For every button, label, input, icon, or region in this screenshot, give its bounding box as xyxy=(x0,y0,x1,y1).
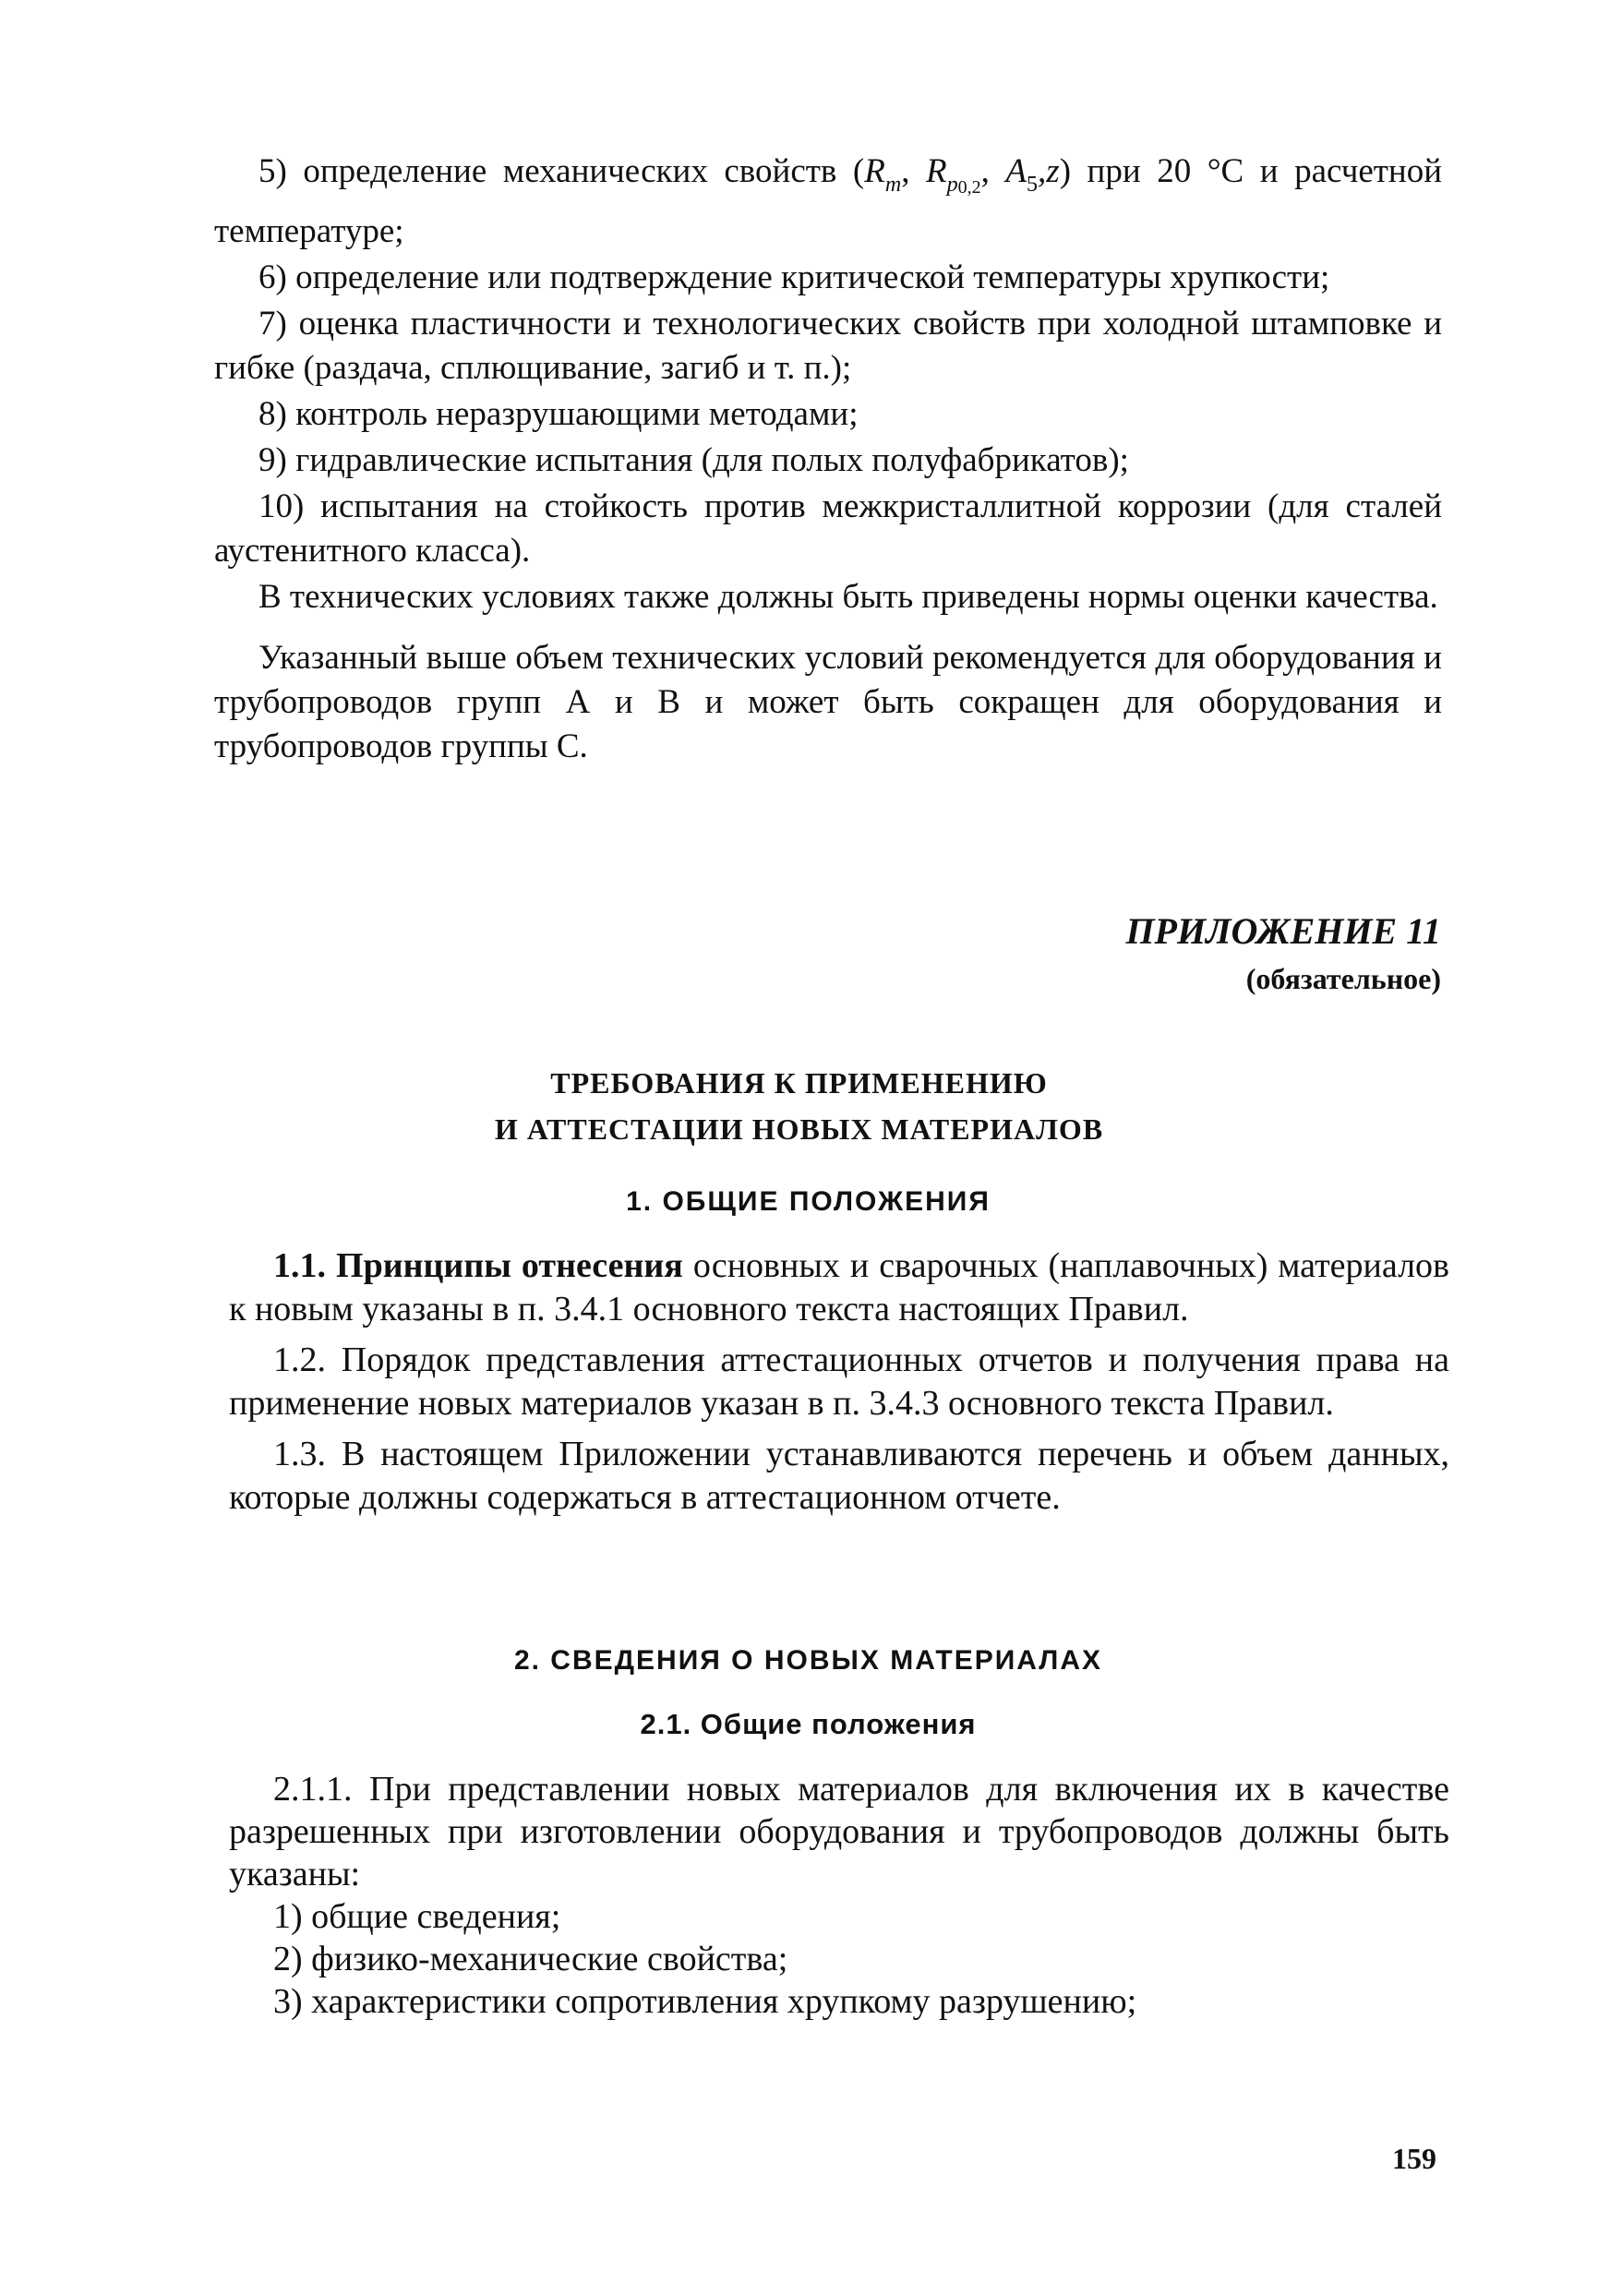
symbol-a-sub: 5 xyxy=(1027,173,1039,197)
symbol-rm-sub: m xyxy=(884,173,902,197)
list-item-5 xyxy=(214,150,1442,254)
symbol-z: ,z xyxy=(1038,152,1060,190)
page-number: 159 xyxy=(1392,2142,1436,2175)
item5-prefix: 5) определение механических свойств ( xyxy=(258,152,865,190)
paragraph-1-1-text: основных и сварочных (наплавочных) материалов к новым указаны в п. 3.4.1 основного текста настоящих Правил. xyxy=(229,1246,1449,1328)
document-title-line-1: ТРЕБОВАНИЯ К ПРИМЕНЕНИЮ xyxy=(550,1066,1048,1100)
symbol-a: A xyxy=(1005,152,1027,190)
paragraph-1-2: 1.2. Порядок представления аттестационных отчетов и получения права на применение новых материалов указан в п. 3.4.3 основного текста Правил. xyxy=(229,1340,1449,1423)
list-item-2: 2) физико-механические свойства; xyxy=(273,1940,788,1978)
symbol-rp-sub: p xyxy=(946,173,958,197)
separator-1: , xyxy=(901,152,927,190)
paragraph-1-1-lead: 1.1. Принципы отнесения xyxy=(273,1246,683,1285)
section-2-1-body xyxy=(229,1768,1449,2023)
item5-suffix: ) при 20 °С и расчетной температуре; xyxy=(214,152,1443,250)
paragraph-2-1-1: 2.1.1. При представлении новых материалов для включения их в качестве разрешенных при изготовлении оборудования и трубопроводов должны быть указаны: xyxy=(229,1770,1449,1893)
separator-2: , xyxy=(980,152,1006,190)
appendix-status: (обязательное) xyxy=(1245,962,1441,995)
symbol-rp: R xyxy=(926,152,947,190)
document-title-line-2: И АТТЕСТАЦИИ НОВЫХ МАТЕРИАЛОВ xyxy=(494,1112,1104,1146)
document-title xyxy=(0,1060,1598,1152)
symbol-rm: R xyxy=(864,152,885,190)
appendix-title: ПРИЛОЖЕНИЕ 11 xyxy=(1125,910,1441,952)
requirements-list-continued xyxy=(214,150,1442,771)
subsection-2-1-heading: 2.1. Общие положения xyxy=(640,1708,977,1740)
list-item-3: 3) характеристики сопротивления хрупкому разрушению; xyxy=(273,1982,1137,2021)
list-item-10: 10) испытания на стойкость против межкристаллитной коррозии (для сталей аустенитного класса). xyxy=(214,487,1442,570)
section-2-heading: 2. СВЕДЕНИЯ О НОВЫХ МАТЕРИАЛАХ xyxy=(513,1645,1103,1676)
section-1-body xyxy=(229,1244,1449,1527)
list-item-6: 6) определение или подтверждение критической температуры хрупкости; xyxy=(258,258,1330,296)
list-item-7: 7) оценка пластичности и технологических свойств при холодной штамповке и гибке (раздача, сплющивание, загиб и т. п.); xyxy=(214,305,1442,387)
paragraph-scope: Указанный выше объем технических условий рекомендуется для оборудования и трубопроводов групп А и В и может быть сокращен для оборудования и трубопроводов группы С. xyxy=(214,639,1442,765)
list-item-8: 8) контроль неразрушающими методами; xyxy=(258,395,859,433)
symbol-rp-subsub: 0,2 xyxy=(957,177,981,198)
paragraph-1-1 xyxy=(229,1244,1449,1331)
section-1-heading: 1. ОБЩИЕ ПОЛОЖЕНИЯ xyxy=(626,1186,991,1217)
list-item-1: 1) общие сведения; xyxy=(273,1897,561,1936)
list-item-9: 9) гидравлические испытания (для полых полуфабрикатов); xyxy=(258,441,1129,479)
paragraph-1-3: 1.3. В настоящем Приложении устанавливаются перечень и объем данных, которые должны содержаться в аттестационном отчете. xyxy=(229,1435,1449,1517)
paragraph-quality-norms: В технических условиях также должны быть приведены нормы оценки качества. xyxy=(258,578,1438,616)
